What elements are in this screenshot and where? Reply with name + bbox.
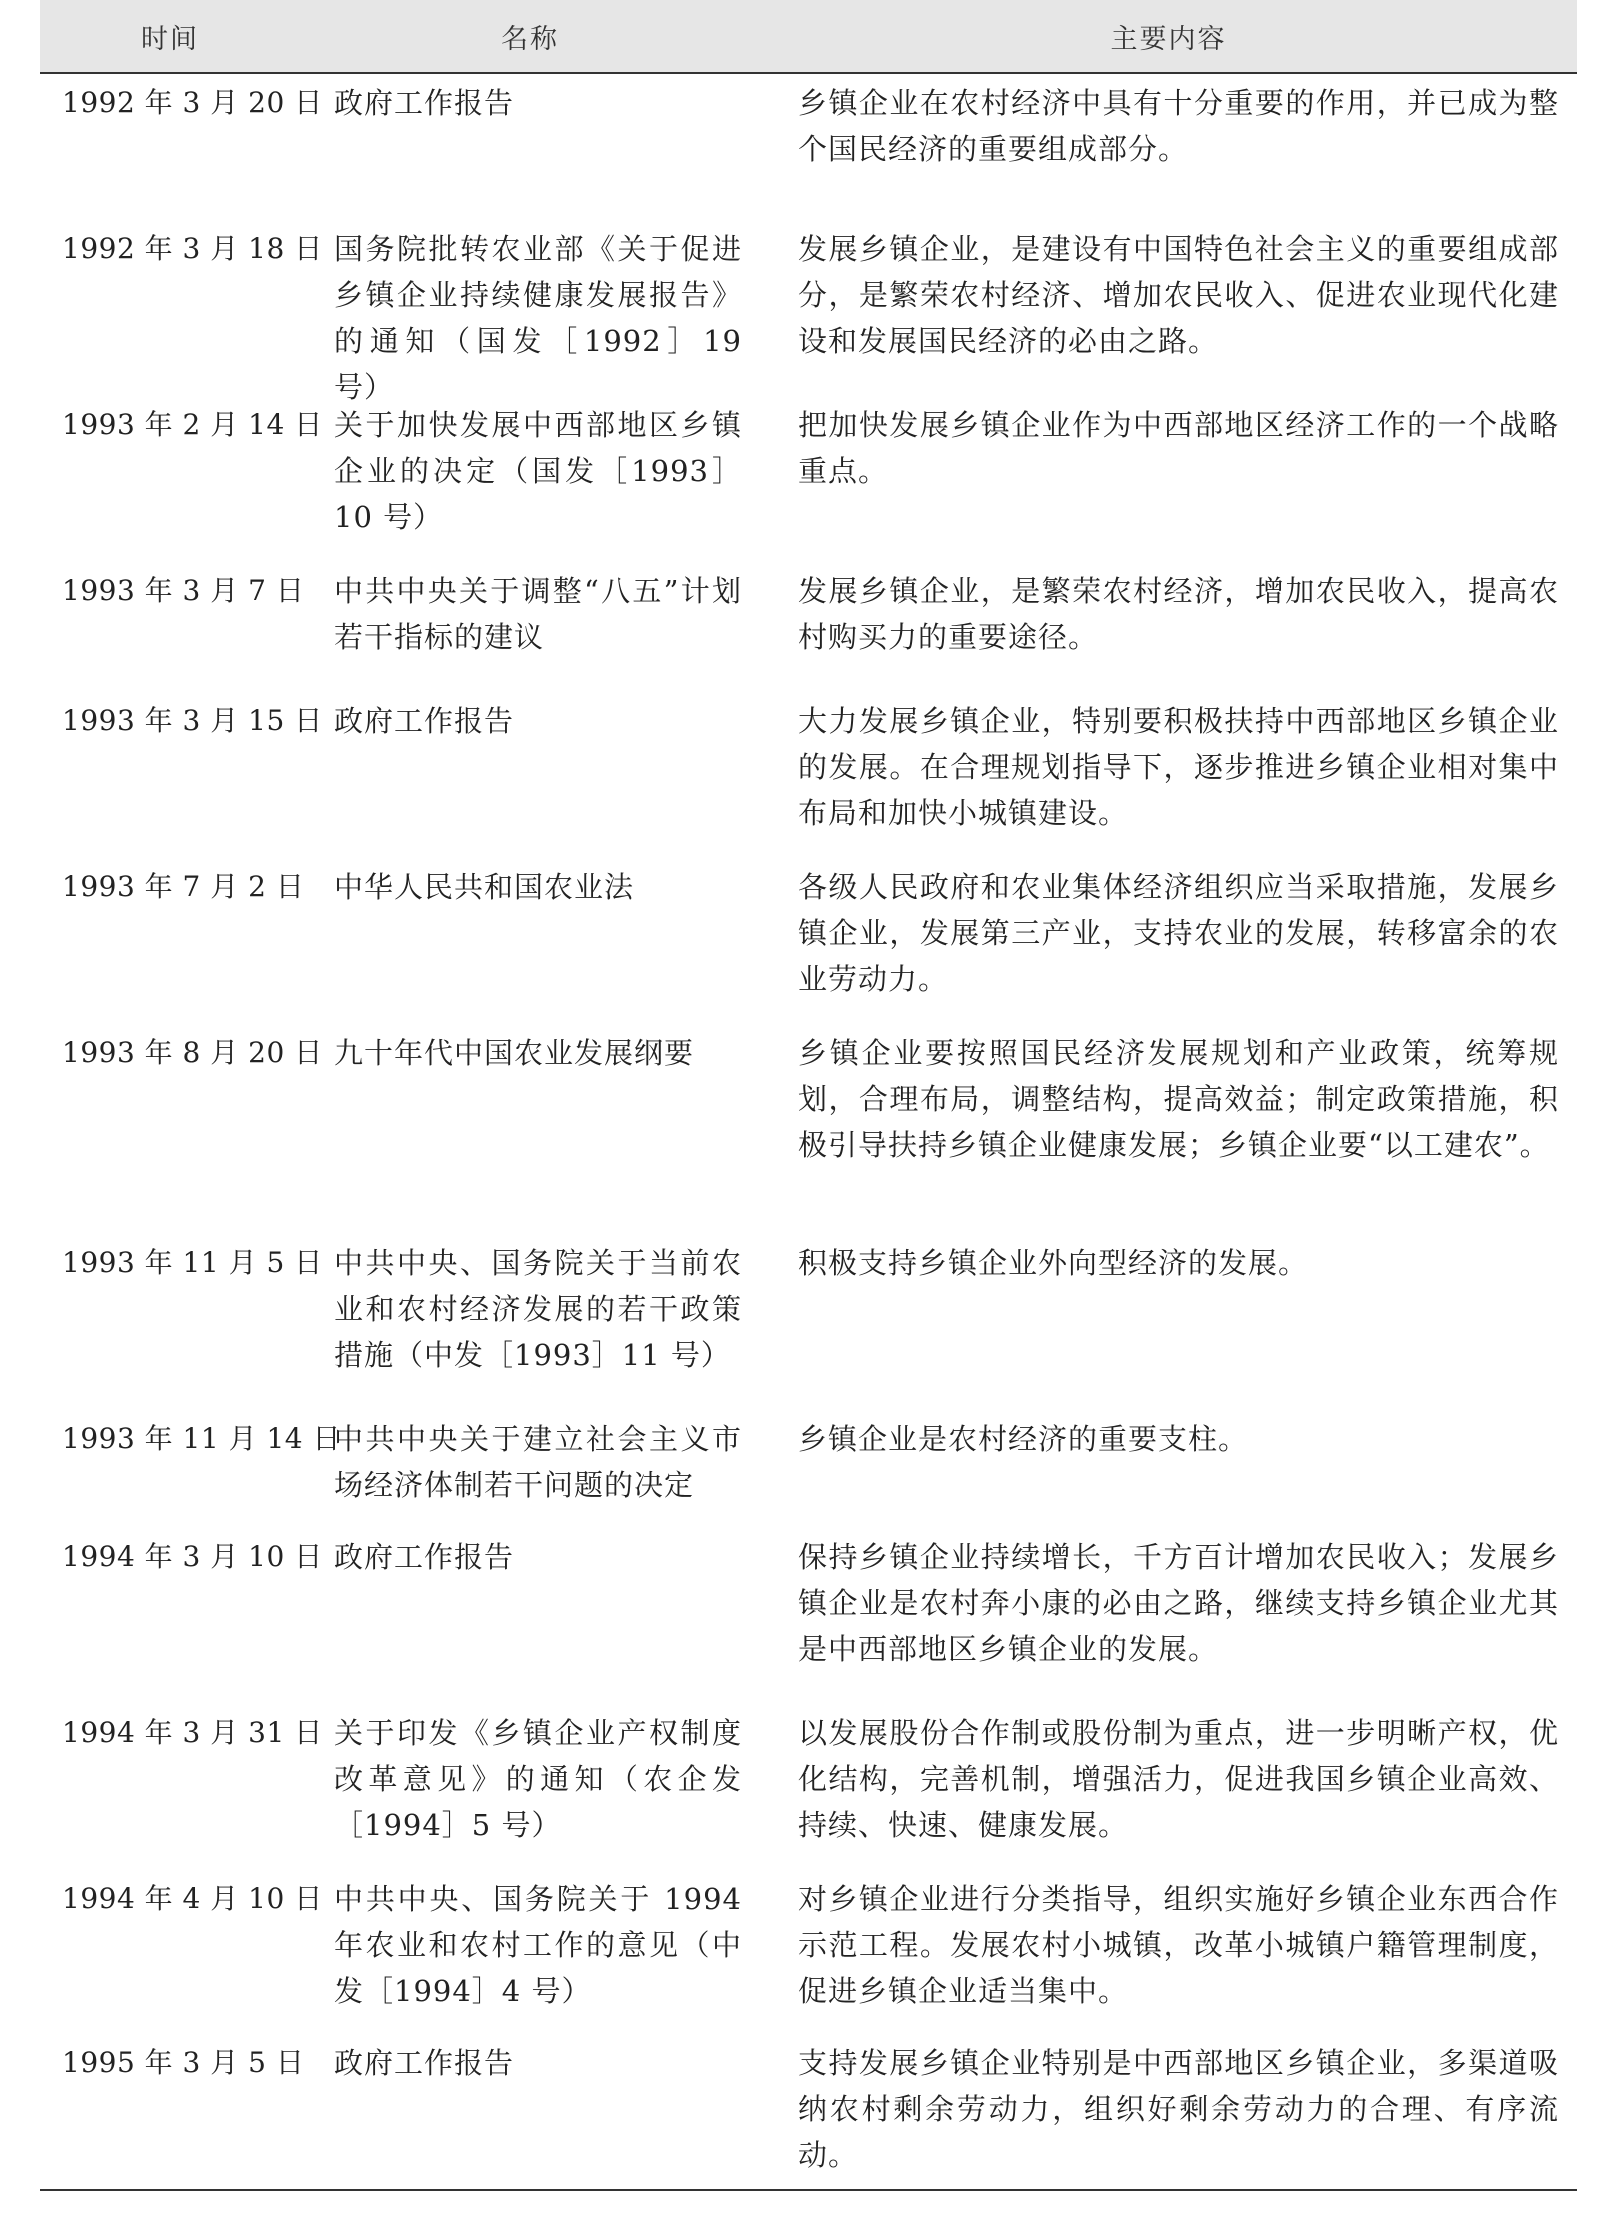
cell-time: 1993 年 11 月 14 日 [62,1422,342,1455]
cell-name: 政府工作报告 [334,1540,515,1574]
table-row [40,864,1577,1002]
table-row [40,568,1577,660]
table-row [40,1416,1577,1508]
cell-name: 关于印发《乡镇企业产权制度改革意见》的通知（农企发［1994］5 号） [334,1716,742,1842]
cell-content: 把加快发展乡镇企业作为中西部地区经济工作的一个战略重点。 [798,408,1559,488]
cell-time: 1993 年 8 月 20 日 [62,1036,323,1069]
cell-time: 1993 年 11 月 5 日 [62,1246,323,1279]
cell-content: 对乡镇企业进行分类指导，组织实施好乡镇企业东西合作示范工程。发展农村小城镇，改革小城镇户籍管理制度，促进乡镇企业适当集中。 [798,1882,1559,2008]
header-name: 名称 [501,23,559,55]
cell-name: 政府工作报告 [334,704,515,738]
cell-name: 政府工作报告 [334,2046,515,2080]
cell-content: 支持发展乡镇企业特别是中西部地区乡镇企业，多渠道吸纳农村剩余劳动力，组织好剩余劳动力的合理、有序流动。 [798,2046,1559,2172]
cell-content: 乡镇企业要按照国民经济发展规划和产业政策，统筹规划，合理布局，调整结构，提高效益；制定政策措施，积极引导扶持乡镇企业健康发展；乡镇企业要“以工建农”。 [798,1036,1559,1162]
cell-time: 1992 年 3 月 18 日 [62,232,323,265]
table-row [40,1534,1577,1672]
cell-content: 以发展股份合作制或股份制为重点，进一步明晰产权，优化结构，完善机制，增强活力，促进我国乡镇企业高效、持续、快速、健康发展。 [798,1716,1559,1842]
cell-time: 1993 年 3 月 7 日 [62,574,305,607]
table-row [40,402,1577,540]
table-row [40,2040,1577,2178]
cell-name: 中共中央、国务院关于当前农业和农村经济发展的若干政策措施（中发［1993］11 号） [334,1246,742,1372]
table-header [40,0,1577,74]
cell-name: 中共中央、国务院关于 1994 年农业和农村工作的意见（中发［1994］4 号） [334,1882,742,2008]
cell-time: 1994 年 4 月 10 日 [62,1882,323,1915]
cell-time: 1993 年 3 月 15 日 [62,704,323,737]
header-content: 主要内容 [1110,23,1227,55]
cell-content: 各级人民政府和农业集体经济组织应当采取措施，发展乡镇企业，发展第三产业，支持农业的发展，转移富余的农业劳动力。 [798,870,1559,996]
cell-name: 关于加快发展中西部地区乡镇企业的决定（国发［1993］10 号） [334,408,742,534]
cell-name: 中共中央关于建立社会主义市场经济体制若干问题的决定 [334,1422,742,1502]
cell-time: 1994 年 3 月 31 日 [62,1716,323,1749]
header-time: 时间 [141,23,199,55]
cell-name: 中共中央关于调整“八五”计划若干指标的建议 [334,574,742,654]
policy-table [40,0,1577,2172]
table-row [40,1030,1577,1168]
cell-content: 保持乡镇企业持续增长，千方百计增加农民收入；发展乡镇企业是农村奔小康的必由之路，继续支持乡镇企业尤其是中西部地区乡镇企业的发展。 [798,1540,1559,1666]
cell-content: 乡镇企业是农村经济的重要支柱。 [798,1422,1249,1456]
table-row [40,1876,1577,2014]
cell-content: 乡镇企业在农村经济中具有十分重要的作用，并已成为整个国民经济的重要组成部分。 [798,86,1559,166]
table-bottom-rule [40,2189,1577,2191]
cell-time: 1993 年 2 月 14 日 [62,408,323,441]
table-row [40,698,1577,836]
table-row [40,1710,1577,1848]
table-row [40,80,1577,172]
cell-content: 发展乡镇企业，是繁荣农村经济，增加农民收入，提高农村购买力的重要途径。 [798,574,1559,654]
cell-content: 大力发展乡镇企业，特别要积极扶持中西部地区乡镇企业的发展。在合理规划指导下，逐步推进乡镇企业相对集中布局和加快小城镇建设。 [798,704,1559,830]
table-row [40,226,1577,410]
cell-time: 1994 年 3 月 10 日 [62,1540,323,1573]
cell-content: 积极支持乡镇企业外向型经济的发展。 [798,1246,1309,1280]
cell-name: 九十年代中国农业发展纲要 [334,1036,695,1070]
cell-time: 1992 年 3 月 20 日 [62,86,323,119]
cell-time: 1993 年 7 月 2 日 [62,870,305,903]
table-row [40,1240,1577,1378]
cell-name: 国务院批转农业部《关于促进乡镇企业持续健康发展报告》的通知（国发［1992］19 号） [334,232,742,404]
cell-content: 发展乡镇企业，是建设有中国特色社会主义的重要组成部分，是繁荣农村经济、增加农民收入、促进农业现代化建设和发展国民经济的必由之路。 [798,232,1559,358]
cell-name: 政府工作报告 [334,86,515,120]
cell-name: 中华人民共和国农业法 [334,870,635,904]
cell-time: 1995 年 3 月 5 日 [62,2046,305,2079]
